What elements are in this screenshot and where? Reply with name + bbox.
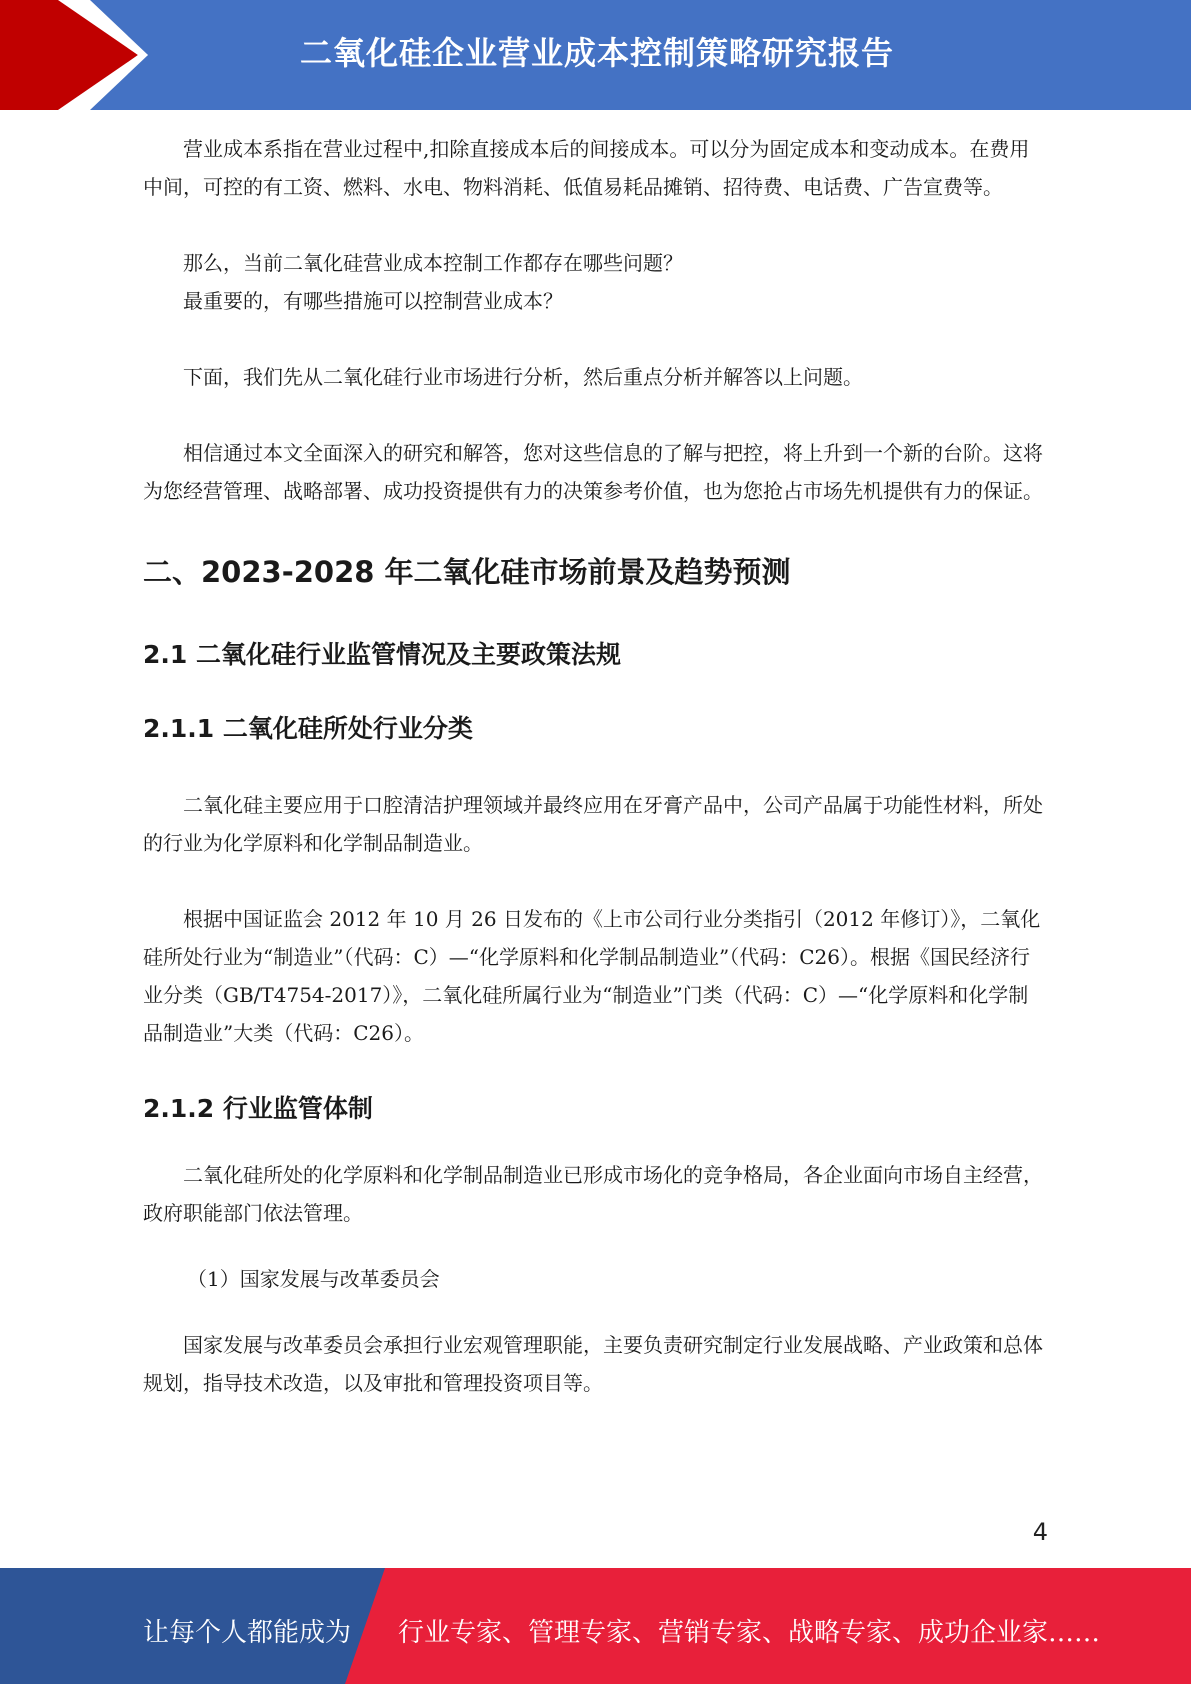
next-paragraph: 下面，我们先从二氧化硅行业市场进行分析，然后重点分析并解答以上问题。 (183, 365, 863, 389)
intro-paragraph: 营业成本系指在营业过程中,扣除直接成本后的间接成本。可以分为固定成本和变动成本。在费用中间，可控的有工资、燃料、水电、物料消耗、低值易耗品摊销、招待费、电话费、广告宣费等。 (143, 137, 1030, 199)
section-2-heading: 二、2023-2028 年二氧化硅市场前景及趋势预测 (143, 555, 791, 589)
section-2-1-2-heading: 2.1.2 行业监管体制 (143, 1094, 373, 1123)
classification-paragraph-2: 根据中国证监会 2012 年 10 月 26 日发布的《上市公司行业分类指引（2012 年修订）》，二氧化硅所处行业为“制造业”（代码：C）—“化学原料和化学制品制造业”（代码：C26）。根据《国民经济行业分类（GB/T4754-2017）》，二氧化硅所属行业为“制造业”门类（代码：C）—“化学原料和化学制品制造业”大类（代码：C26）。 (143, 907, 1041, 1045)
footer-slogan-left: 让每个人都能成为 (143, 1618, 352, 1648)
question-1: 那么，当前二氧化硅营业成本控制工作都存在哪些问题？ (183, 251, 683, 275)
footer-slogan-right: 行业专家、管理专家、营销专家、战略专家、成功企业家…… (398, 1618, 1101, 1648)
regulation-paragraph: 二氧化硅所处的化学原料和化学制品制造业已形成市场化的竞争格局，各企业面向市场自主经营，政府职能部门依法管理。 (143, 1163, 1043, 1225)
belief-paragraph: 相信通过本文全面深入的研究和解答，您对这些信息的了解与把控，将上升到一个新的台阶。这将为您经营管理、战略部署、成功投资提供有力的决策参考价值，也为您抢占市场先机提供有力的保证。 (143, 441, 1043, 503)
question-2: 最重要的，有哪些措施可以控制营业成本？ (183, 289, 563, 313)
document-body (143, 130, 1046, 1402)
section-2-1-heading: 2.1 二氧化硅行业监管情况及主要政策法规 (143, 640, 621, 669)
classification-paragraph-1: 二氧化硅主要应用于口腔清洁护理领域并最终应用在牙膏产品中，公司产品属于功能性材料，所处的行业为化学原料和化学制品制造业。 (143, 793, 1043, 855)
page-header (0, 0, 1191, 110)
report-title: 二氧化硅企业营业成本控制策略研究报告 (300, 34, 895, 72)
page-footer (0, 1568, 1191, 1684)
section-2-1-1-heading: 2.1.1 二氧化硅所处行业分类 (143, 714, 473, 743)
ndrc-paragraph: 国家发展与改革委员会承担行业宏观管理职能，主要负责研究制定行业发展战略、产业政策和总体规划，指导技术改造，以及审批和管理投资项目等。 (143, 1333, 1043, 1395)
ndrc-item: （1）国家发展与改革委员会 (187, 1267, 440, 1291)
page-number: 4 (1032, 1518, 1048, 1546)
